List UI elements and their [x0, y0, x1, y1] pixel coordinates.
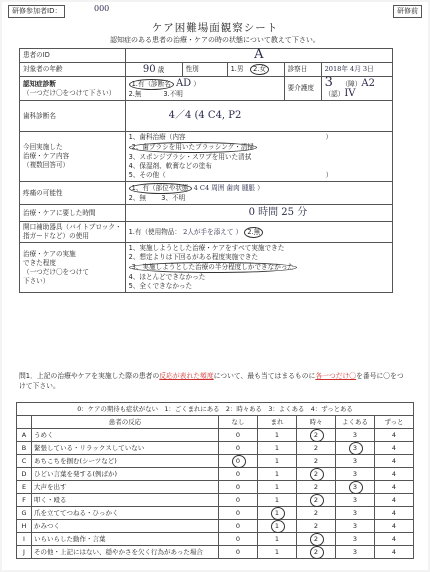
rating-option-4[interactable]: 4	[375, 468, 414, 481]
rating-option-2[interactable]: 2	[297, 455, 336, 468]
rating-option-4[interactable]: 4	[375, 481, 414, 494]
rating-option-2[interactable]: 2	[297, 533, 336, 546]
patient-id-value: A	[254, 47, 264, 62]
patient-info-table	[19, 48, 393, 293]
scale-row	[17, 520, 414, 533]
participant-id-value: 000	[94, 4, 110, 13]
care-ninchi-value: IV	[344, 88, 356, 99]
scale-row	[17, 507, 414, 520]
treatment-option-5-label: 5、その他（	[128, 171, 166, 179]
device-detail: 2人が手を添えて	[183, 227, 234, 236]
selected-mark	[349, 481, 363, 494]
rating-option-3[interactable]: 3	[336, 546, 375, 559]
selected-mark	[271, 507, 285, 520]
sheet-title: ケア困難場面観察シート	[151, 22, 279, 34]
treatment-option-2-label: 2、歯ブラシを用いたブラッシング・清掃	[129, 142, 257, 153]
row-reaction-label: うめく	[32, 429, 219, 442]
treatment-option-1[interactable]	[129, 133, 389, 142]
rating-option-4[interactable]: 4	[375, 533, 414, 546]
rating-option-3[interactable]: 3	[336, 455, 375, 468]
diagnosis-label	[20, 77, 126, 101]
date-label: 診察日	[284, 63, 321, 77]
completion-option-3-label: 3、実施しようとした治療の半分程度しかできなかった	[129, 262, 297, 273]
rating-option-3[interactable]: 3	[336, 481, 375, 494]
rating-option-1[interactable]: 1	[258, 520, 297, 533]
rating-option-0[interactable]: 0	[219, 494, 258, 507]
time-cell[interactable]	[125, 205, 392, 222]
rating-option-1[interactable]: 1	[258, 546, 297, 559]
diagnosis-close: ）	[193, 79, 200, 88]
scale-row	[17, 468, 414, 481]
completion-label	[20, 243, 126, 293]
pain-label: 疼痛の可能性	[20, 182, 126, 205]
treatment-option-1-close: ）	[325, 133, 333, 141]
dental-row	[20, 101, 393, 132]
care-shien-label: （障）	[341, 80, 362, 88]
device-options	[125, 222, 392, 243]
treatment-option-2[interactable]	[129, 142, 389, 153]
diagnosis-hint: （一つだけ〇をつけて下さい）	[23, 88, 116, 97]
scale-row	[17, 494, 414, 507]
age-unit: 歳	[157, 65, 165, 74]
rating-option-1[interactable]: 1	[258, 507, 297, 520]
time-label: 治療・ケアに要した時間	[20, 205, 126, 222]
rating-option-2[interactable]: 2	[297, 546, 336, 559]
scale-row	[17, 429, 414, 442]
rating-option-3[interactable]: 3	[336, 442, 375, 455]
row-reaction-label: いらいらした動作・言葉	[32, 533, 219, 546]
diagnosis-cell[interactable]	[125, 77, 284, 101]
time-row	[20, 205, 393, 222]
device-option-yes[interactable]: 1.有（使用物品：	[128, 227, 182, 236]
patient-id-cell[interactable]	[125, 49, 392, 63]
question-1	[19, 371, 404, 391]
dental-cell[interactable]	[125, 101, 392, 132]
scale-row	[17, 442, 414, 455]
row-letter: H	[17, 520, 32, 533]
rating-option-1[interactable]: 1	[258, 468, 297, 481]
rating-option-2[interactable]: 2	[297, 429, 336, 442]
row-reaction-label: 爪を立ててつねる・ひっかく	[32, 507, 219, 520]
device-label	[20, 222, 126, 243]
sex-cell[interactable]	[227, 63, 284, 77]
pain-option-no[interactable]: 2、無	[128, 194, 146, 202]
row-reaction-label: 緊張している・リラックスしていない	[32, 442, 219, 455]
rating-option-0[interactable]: 0	[219, 481, 258, 494]
letter-header	[17, 416, 32, 429]
question-text-3: を番号に〇をつけて下さい。	[19, 372, 404, 390]
treatment-label-1: 今回実施した	[23, 143, 63, 151]
treatment-label-2: 治療・ケア内容	[23, 152, 70, 160]
rating-option-3[interactable]: 3	[336, 507, 375, 520]
scale-header-row	[17, 416, 414, 429]
device-row	[20, 222, 393, 243]
row-letter: A	[17, 429, 32, 442]
rating-option-0[interactable]: 0	[219, 520, 258, 533]
treatment-label	[20, 132, 126, 182]
rating-option-1[interactable]: 1	[258, 442, 297, 455]
stage-badge: 研修前	[393, 5, 422, 18]
row-letter: B	[17, 442, 32, 455]
selected-mark	[310, 468, 324, 481]
row-reaction-label: その他・上記にはない、穏やかさを欠く行為があった場合	[32, 546, 219, 559]
rating-option-1[interactable]: 1	[258, 481, 297, 494]
header-always: ずっと	[375, 416, 414, 429]
sex-label: 性別	[182, 63, 227, 77]
selected-mark	[271, 520, 285, 533]
rating-option-2[interactable]: 2	[297, 481, 336, 494]
rating-option-4[interactable]: 4	[375, 455, 414, 468]
scale-row	[17, 455, 414, 468]
dental-label: 歯科診断名	[20, 101, 126, 132]
row-letter: F	[17, 494, 32, 507]
rating-option-3[interactable]: 3	[336, 533, 375, 546]
rating-option-3[interactable]: 3	[336, 494, 375, 507]
care-shien-value: A2	[361, 78, 375, 89]
rating-option-2[interactable]: 2	[297, 442, 336, 455]
completion-option-2[interactable]: 2、想定よりは下回るがある程度実施できた	[128, 253, 259, 261]
selected-mark	[310, 546, 324, 559]
dental-value: 4／4 (4 C4, P2	[168, 110, 242, 121]
row-reaction-label: あちこちを掴む(シーツなど)	[32, 455, 219, 468]
treatment-option-3[interactable]: 3、スポンジブラシ・スワブを用いた清拭	[128, 153, 252, 161]
scale-row	[17, 546, 414, 559]
time-value: 0 時間 25 分	[248, 207, 308, 218]
treatment-row	[20, 132, 393, 182]
completion-option-4[interactable]: 4、ほとんどできなかった	[128, 273, 206, 281]
completion-label-2: できた程度	[23, 258, 56, 267]
selected-mark	[349, 442, 363, 455]
treatment-option-1-label: 1、歯科治療（内容	[128, 133, 186, 141]
completion-option-5[interactable]: 5、全くできなかった	[128, 282, 193, 290]
sex-female-option[interactable]: 2.女	[250, 64, 269, 75]
treatment-option-4[interactable]: 4、保湿剤、軟膏などの塗布	[128, 162, 212, 170]
care-ninchi-label: （認）	[324, 90, 345, 98]
diagnosis-option-yes[interactable]: 1.有（診断名	[129, 79, 174, 90]
pain-options	[125, 182, 392, 205]
rating-option-3[interactable]: 3	[336, 429, 375, 442]
rating-option-0[interactable]: 0	[219, 507, 258, 520]
item-header: 患者の反応	[32, 416, 219, 429]
rating-option-2[interactable]: 2	[297, 468, 336, 481]
treatment-options	[125, 132, 392, 182]
scale-legend: 0：ケアの期待も症状がない 1：ごくまれにある 2：時々ある 3：よくある 4：ずっとある	[17, 403, 414, 416]
row-letter: D	[17, 468, 32, 481]
header-rare: まれ	[258, 416, 297, 429]
age-label: 対象者の年齢	[20, 63, 126, 77]
row-letter: E	[17, 481, 32, 494]
age-value: 90	[142, 63, 156, 75]
completion-label-1: 治療・ケアの実施	[23, 249, 76, 258]
scale-row	[17, 481, 414, 494]
care-level-label: 要介護度	[284, 77, 321, 101]
pain-row	[20, 182, 393, 205]
sex-male-option[interactable]: 1.男	[230, 65, 244, 73]
question-text-2: について、最も当てはまるものに	[213, 372, 316, 380]
selected-mark	[310, 533, 324, 546]
diagnosis-option-no[interactable]: 2.無	[128, 89, 142, 98]
scale-body	[17, 429, 414, 559]
patient-id-row	[20, 49, 393, 63]
pain-option-unknown[interactable]: 3、不明	[161, 194, 186, 202]
rating-option-3[interactable]: 3	[336, 520, 375, 533]
device-close: ）	[235, 227, 243, 236]
rating-option-0[interactable]: 0	[219, 442, 258, 455]
rating-option-4[interactable]: 4	[375, 429, 414, 442]
rating-option-0[interactable]: 0	[219, 468, 258, 481]
rating-option-3[interactable]: 3	[336, 468, 375, 481]
rating-option-0[interactable]: 0	[219, 455, 258, 468]
rating-option-4[interactable]: 4	[375, 520, 414, 533]
rating-option-4[interactable]: 4	[375, 546, 414, 559]
row-letter: J	[17, 546, 32, 559]
rating-option-4[interactable]: 4	[375, 494, 414, 507]
rating-option-0[interactable]: 0	[219, 546, 258, 559]
rating-option-2[interactable]: 2	[297, 507, 336, 520]
device-label-2: 指ガードなど）の使用	[23, 232, 89, 240]
row-reaction-label: かみつく	[32, 520, 219, 533]
rating-option-2[interactable]: 2	[297, 494, 336, 507]
pain-close: ）	[257, 184, 264, 192]
row-letter: I	[17, 533, 32, 546]
selected-mark	[310, 494, 324, 507]
header-sometimes: 時々	[297, 416, 336, 429]
rating-option-0[interactable]: 0	[219, 533, 258, 546]
rating-option-1[interactable]: 1	[258, 455, 297, 468]
completion-row	[20, 243, 393, 293]
row-reaction-label: 大声を出す	[32, 481, 219, 494]
reaction-scale-table	[16, 402, 414, 559]
sheet-subtitle: 認知症のある患者の治療・ケアの時の状態について教えて下さい。	[110, 36, 320, 44]
treatment-option-5-close: ）	[325, 171, 333, 179]
treatment-option-5[interactable]	[129, 171, 389, 180]
completion-option-3[interactable]	[129, 262, 389, 273]
care-level-cell[interactable]	[321, 77, 392, 101]
question-emph-1: 反応が表れた頻度	[159, 372, 214, 380]
selected-mark	[310, 429, 324, 442]
row-reaction-label: 叩く・殴る	[32, 494, 219, 507]
header-none: なし	[219, 416, 258, 429]
diagnosis-option-unknown[interactable]: 3.不明	[163, 89, 183, 98]
completion-label-3: （一つだけ〇をつけて	[23, 267, 89, 276]
patient-id-label: 患者のID	[20, 49, 126, 63]
scale-row	[17, 533, 414, 546]
device-option-no[interactable]: 2.無	[244, 227, 263, 238]
age-row	[20, 63, 393, 77]
completion-option-1[interactable]: 1、実施しようとした治療・ケアをすべて実施できた	[128, 244, 285, 252]
rating-option-2[interactable]: 2	[297, 520, 336, 533]
rating-option-1[interactable]: 1	[258, 429, 297, 442]
observation-sheet	[2, 2, 428, 570]
rating-option-1[interactable]: 1	[258, 494, 297, 507]
question-text-1: 問1．上記の治療やケアを実施した際の患者の	[19, 372, 160, 380]
rating-option-4[interactable]: 4	[375, 442, 414, 455]
participant-id-field	[8, 5, 65, 18]
pain-option-yes[interactable]: 1、有（部位や状態	[129, 183, 192, 194]
scale-legend-row	[17, 403, 414, 416]
question-emph-2: 各一つだけ〇	[315, 372, 357, 380]
row-reaction-label: ひどい言葉を発する(例ばか)	[32, 468, 219, 481]
rating-option-4[interactable]: 4	[375, 507, 414, 520]
diagnosis-name: AD	[175, 77, 192, 89]
participant-id-label: 研修参加者ID：	[12, 7, 62, 15]
row-letter: C	[17, 455, 32, 468]
rating-option-1[interactable]: 1	[258, 533, 297, 546]
row-letter: G	[17, 507, 32, 520]
age-cell[interactable]	[125, 63, 182, 77]
header-often: よくある	[336, 416, 375, 429]
care-level-value: 3	[324, 75, 333, 90]
diagnosis-title: 認知症診断	[23, 79, 56, 88]
treatment-label-3: （複数回答可）	[23, 161, 70, 169]
completion-options	[125, 243, 392, 293]
selected-mark	[232, 455, 246, 468]
pain-detail: 4 C4 周囲 歯肉 腫脹	[193, 184, 256, 192]
date-value: 2018年 4月 3日	[324, 65, 374, 73]
completion-label-4: 下さい）	[23, 276, 50, 285]
diagnosis-row	[20, 77, 393, 101]
rating-option-0[interactable]: 0	[219, 429, 258, 442]
device-label-1: 開口補助器具（バイトブロック・	[23, 223, 122, 231]
